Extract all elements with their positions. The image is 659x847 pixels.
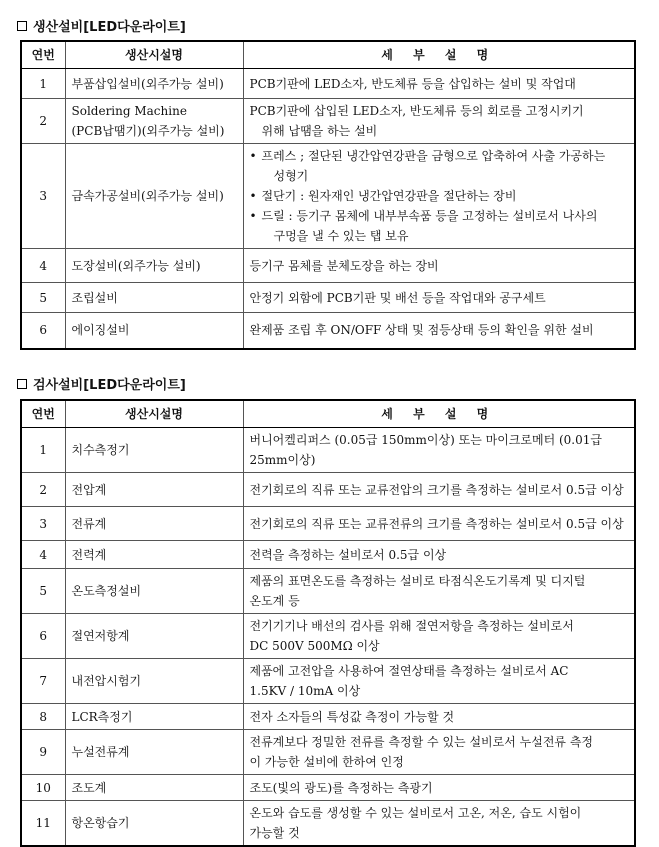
table-row [21,473,635,507]
table-row [21,704,635,730]
checkbox-icon [17,379,27,389]
bullet-text: 드릴 : 등기구 몸체에 내부부속품 등을 고정하는 설비로서 나사의 [261,209,598,223]
row-name-line: (PCB납땜기)(외주가능 설비) [71,124,225,138]
row-name: 항온항습기 [65,801,243,847]
row-name [65,99,243,144]
table-row [21,249,635,283]
row-detail: 전기회로의 직류 또는 교류전압의 크기를 측정하는 설비로서 0.5급 이상 [243,473,635,507]
row-detail-line: 온도와 습도를 생성할 수 있는 설비로서 고온, 저온, 습도 시험이 [249,806,582,820]
table-row [21,614,635,659]
row-no: 11 [21,801,65,847]
section-title-production [17,16,186,35]
bullet-icon: • [249,189,257,203]
row-name: 에이징설비 [65,313,243,349]
checkbox-icon [17,21,27,31]
row-no: 8 [21,704,65,730]
row-detail [243,569,635,614]
row-no: 9 [21,730,65,775]
section-title-text: 생산설비[LED다운라이트] [33,20,186,35]
row-detail-line: 온도계 등 [249,594,300,608]
row-name: 누설전류계 [65,730,243,775]
header-detail: 세 부 설 명 [243,400,635,428]
row-name: 온도측정설비 [65,569,243,614]
row-no: 1 [21,69,65,99]
table-row [21,99,635,144]
bullet-text: 절단기 : 원자재인 냉간압연강판을 절단하는 장비 [261,189,517,203]
table-header-row [21,400,635,428]
header-no: 연번 [21,41,65,69]
row-no: 1 [21,428,65,473]
row-no: 4 [21,249,65,283]
row-detail: 완제품 조립 후 ON/OFF 상태 및 점등상태 등의 확인을 위한 설비 [243,313,635,349]
row-detail-line: 1.5KV / 10mA 이상 [249,684,361,698]
row-detail [243,144,635,249]
row-name: 내전압시험기 [65,659,243,704]
table-row [21,144,635,249]
table-row [21,428,635,473]
row-detail: 조도(빛의 광도)를 측정하는 측광기 [243,775,635,801]
row-detail [243,801,635,847]
row-no: 2 [21,99,65,144]
row-detail [243,614,635,659]
row-detail-line: 제품에 고전압을 사용하여 절연상태를 측정하는 설비로서 AC [249,664,569,678]
row-name: 조도계 [65,775,243,801]
table-row [21,775,635,801]
row-detail-line: 제품의 표면온도를 측정하는 설비로 타점식온도기록계 및 디지털 [249,574,586,588]
bullet-icon: • [249,209,257,223]
row-detail: 등기구 몸체를 분체도장을 하는 장비 [243,249,635,283]
inspection-equipment-table [20,399,636,847]
row-no: 6 [21,313,65,349]
table-row [21,569,635,614]
row-detail: 안정기 외함에 PCB기판 및 배선 등을 작업대와 공구세트 [243,283,635,313]
section-title-text: 검사설비[LED다운라이트] [33,378,186,393]
row-detail-line: 위해 납땜을 하는 설비 [261,124,378,138]
row-detail: 전력을 측정하는 설비로서 0.5급 이상 [243,541,635,569]
table-header-row [21,41,635,69]
row-detail [243,99,635,144]
row-name: 전력계 [65,541,243,569]
row-name: LCR측정기 [65,704,243,730]
section-title-inspection [17,374,186,393]
row-no: 3 [21,507,65,541]
row-detail-line: 전류계보다 정밀한 전류를 측정할 수 있는 설비로서 누설전류 측정 [249,735,594,749]
row-no: 2 [21,473,65,507]
table-row [21,730,635,775]
header-no: 연번 [21,400,65,428]
row-detail: 전기회로의 직류 또는 교류전류의 크기를 측정하는 설비로서 0.5급 이상 [243,507,635,541]
row-no: 6 [21,614,65,659]
bullet-text: 성형기 [273,169,309,183]
row-name: 금속가공설비(외주가능 설비) [65,144,243,249]
table-row [21,659,635,704]
bullet-icon: • [249,149,257,163]
row-detail: 전자 소자들의 특성값 측정이 가능할 것 [243,704,635,730]
row-no: 5 [21,283,65,313]
header-name: 생산시설명 [65,400,243,428]
row-name: 절연저항계 [65,614,243,659]
row-no: 4 [21,541,65,569]
bullet-item [250,186,629,206]
row-no: 7 [21,659,65,704]
table-row [21,69,635,99]
row-detail [243,659,635,704]
row-detail-line: 버니어켈리퍼스 (0.05급 150mm이상) 또는 마이크로메터 (0.01급 [249,433,602,447]
row-name: 조립설비 [65,283,243,313]
row-no: 5 [21,569,65,614]
row-no: 10 [21,775,65,801]
table-row [21,507,635,541]
row-name: 전압계 [65,473,243,507]
row-detail-line: DC 500V 500MΩ 이상 [249,639,380,653]
table-row [21,283,635,313]
bullet-item [250,146,629,186]
row-name: 전류계 [65,507,243,541]
bullet-item [250,206,629,246]
row-detail-line: 가능할 것 [249,826,300,840]
table-row [21,313,635,349]
row-detail-line: 25mm이상) [249,453,316,467]
row-name-line: Soldering Machine [71,104,187,118]
row-detail [243,428,635,473]
bullet-text: 구멍을 낼 수 있는 탭 보유 [273,229,409,243]
row-no: 3 [21,144,65,249]
row-detail [243,730,635,775]
header-detail: 세 부 설 명 [243,41,635,69]
header-name: 생산시설명 [65,41,243,69]
row-name: 도장설비(외주가능 설비) [65,249,243,283]
row-name: 치수측정기 [65,428,243,473]
row-detail-line: 이 가능한 설비에 한하여 인정 [249,755,404,769]
row-detail-line: 전기기기나 배선의 검사를 위해 절연저항을 측정하는 설비로서 [249,619,574,633]
table-row [21,541,635,569]
row-detail: PCB기판에 LED소자, 반도체류 등을 삽입하는 설비 및 작업대 [243,69,635,99]
table-row [21,801,635,847]
bullet-text: 프레스 ; 절단된 냉간압연강판을 금형으로 압축하여 사출 가공하는 [261,149,606,163]
row-detail-line: PCB기판에 삽입된 LED소자, 반도체류 등의 회로를 고정시키기 [249,104,584,118]
row-name: 부품삽입설비(외주가능 설비) [65,69,243,99]
production-equipment-table [20,40,636,350]
